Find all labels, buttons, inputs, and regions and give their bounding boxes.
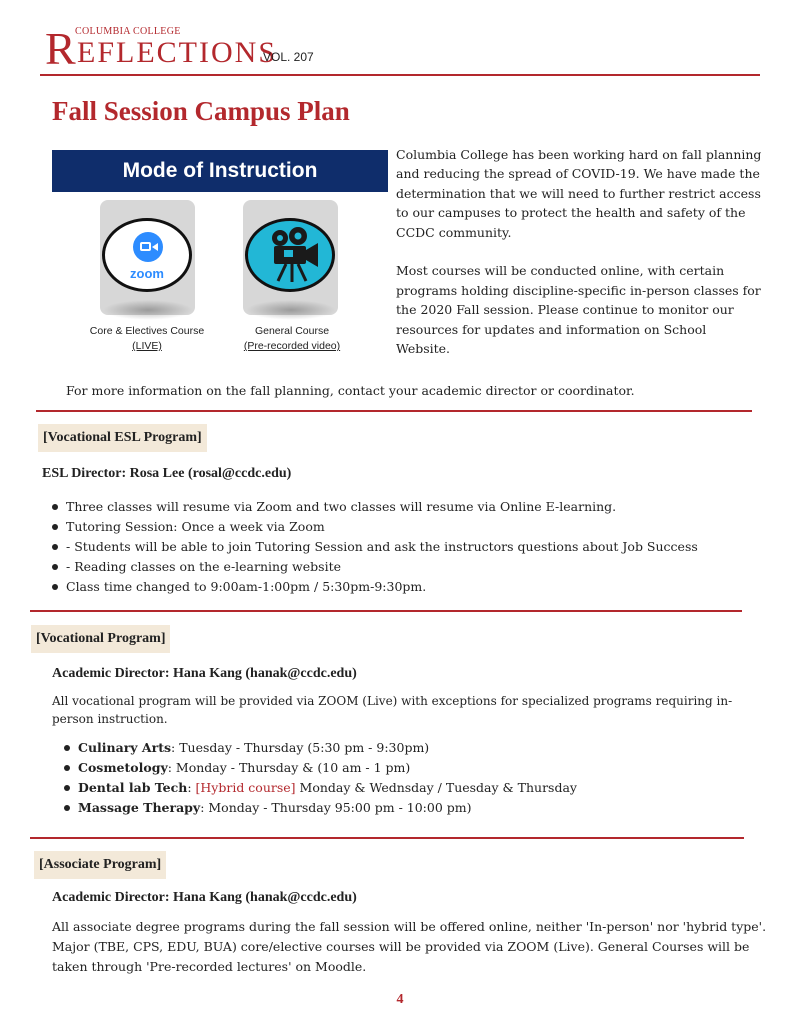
zoom-icon (102, 218, 192, 292)
more-info-text: For more information on the fall planning, contact your academic director or coordinator. (66, 383, 635, 398)
video-camera-icon (245, 218, 335, 292)
esl-bullet-list (52, 497, 772, 597)
list-item: Tutoring Session: Once a week via Zoom (52, 517, 772, 537)
program-item: Massage Therapy: Monday - Thursday 95:00 pm - 10:00 pm) (64, 798, 764, 818)
video-tile-caption (230, 324, 354, 354)
program-item: Cosmetology: Monday - Thursday & (10 am - 1 pm) (64, 758, 764, 778)
zoom-logo-text: zoom (130, 266, 164, 281)
zoom-tile-caption (77, 324, 217, 354)
zoom-tile-shadow (103, 300, 193, 320)
intro-paragraph-1: Columbia College has been working hard on fall planning and reducing the spread of COVID-19. We have made the determination that we will need to further restrict access to our campuses to protect the health and safety of the CCDC community. (396, 147, 762, 240)
hybrid-course-label: [Hybrid course] (195, 780, 296, 795)
program-item: Dental lab Tech: [Hybrid course] Monday & Wednsday / Tuesday & Thursday (64, 778, 764, 798)
vocational-program-tag: [Vocational Program] (31, 625, 170, 653)
masthead-college: COLUMBIA COLLEGE (75, 26, 181, 37)
sub-list-item: - Students will be able to join Tutoring Session and ask the instructors questions about Job Success (52, 537, 772, 557)
mode-of-instruction-graphic (52, 150, 388, 360)
esl-program-tag: [Vocational ESL Program] (38, 424, 207, 452)
video-caption-title: General Course (254, 325, 330, 337)
masthead-rule (40, 74, 760, 76)
vocational-program-list (64, 738, 764, 818)
associate-program-tag: [Associate Program] (34, 851, 166, 879)
video-tile (243, 200, 338, 315)
vocational-director: Academic Director: Hana Kang (hanak@ccdc.edu) (52, 666, 357, 681)
video-caption-sub: (Pre-recorded video) (243, 340, 341, 353)
section-rule (30, 610, 742, 612)
associate-director: Academic Director: Hana Kang (hanak@ccdc.edu) (52, 890, 357, 905)
intro-text (396, 145, 764, 358)
section-rule (36, 410, 752, 412)
video-tile-shadow (246, 300, 336, 320)
sub-list-item: - Reading classes on the e-learning website (52, 557, 772, 577)
film-camera-icon (248, 221, 332, 289)
esl-director: ESL Director: Rosa Lee (rosal@ccdc.edu) (42, 466, 292, 481)
zoom-caption-sub: (LIVE) (132, 340, 162, 353)
page-number: 4 (396, 992, 404, 1007)
masthead-initial: R (45, 23, 76, 74)
zoom-camera-icon (133, 232, 163, 262)
associate-description: All associate degree programs during the fall session will be offered online, neither 'In-person' nor 'hybrid type'. Major (TBE, CPS, EDU, BUA) core/elective courses will be provided via ZOOM (Live). General Courses will be taken through 'Pre-recorded lectures' on Moodle. (52, 919, 767, 974)
mode-heading: Mode of Instruction (52, 150, 388, 192)
masthead-title: EFLECTIONS (77, 36, 277, 69)
masthead-volume: VOL. 207 (263, 50, 314, 64)
zoom-tile (100, 200, 195, 315)
masthead (45, 20, 765, 78)
zoom-caption-title: Core & Electives Course (89, 325, 205, 337)
page-title: Fall Session Campus Plan (52, 96, 350, 126)
list-item: Class time changed to 9:00am-1:00pm / 5:30pm-9:30pm. (52, 577, 772, 597)
vocational-description: All vocational program will be provided via ZOOM (Live) with exceptions for specialized programs requiring in-person instruction. (52, 694, 733, 726)
intro-paragraph-2: Most courses will be conducted online, with certain programs holding discipline-specific in-person classes for the 2020 Fall session. Please continue to monitor our resources for updates and information on School Website. (396, 263, 761, 357)
list-item: Three classes will resume via Zoom and two classes will resume via Online E-learning. (52, 497, 772, 517)
section-rule (30, 837, 744, 839)
program-item: Culinary Arts: Tuesday - Thursday (5:30 pm - 9:30pm) (64, 738, 764, 758)
